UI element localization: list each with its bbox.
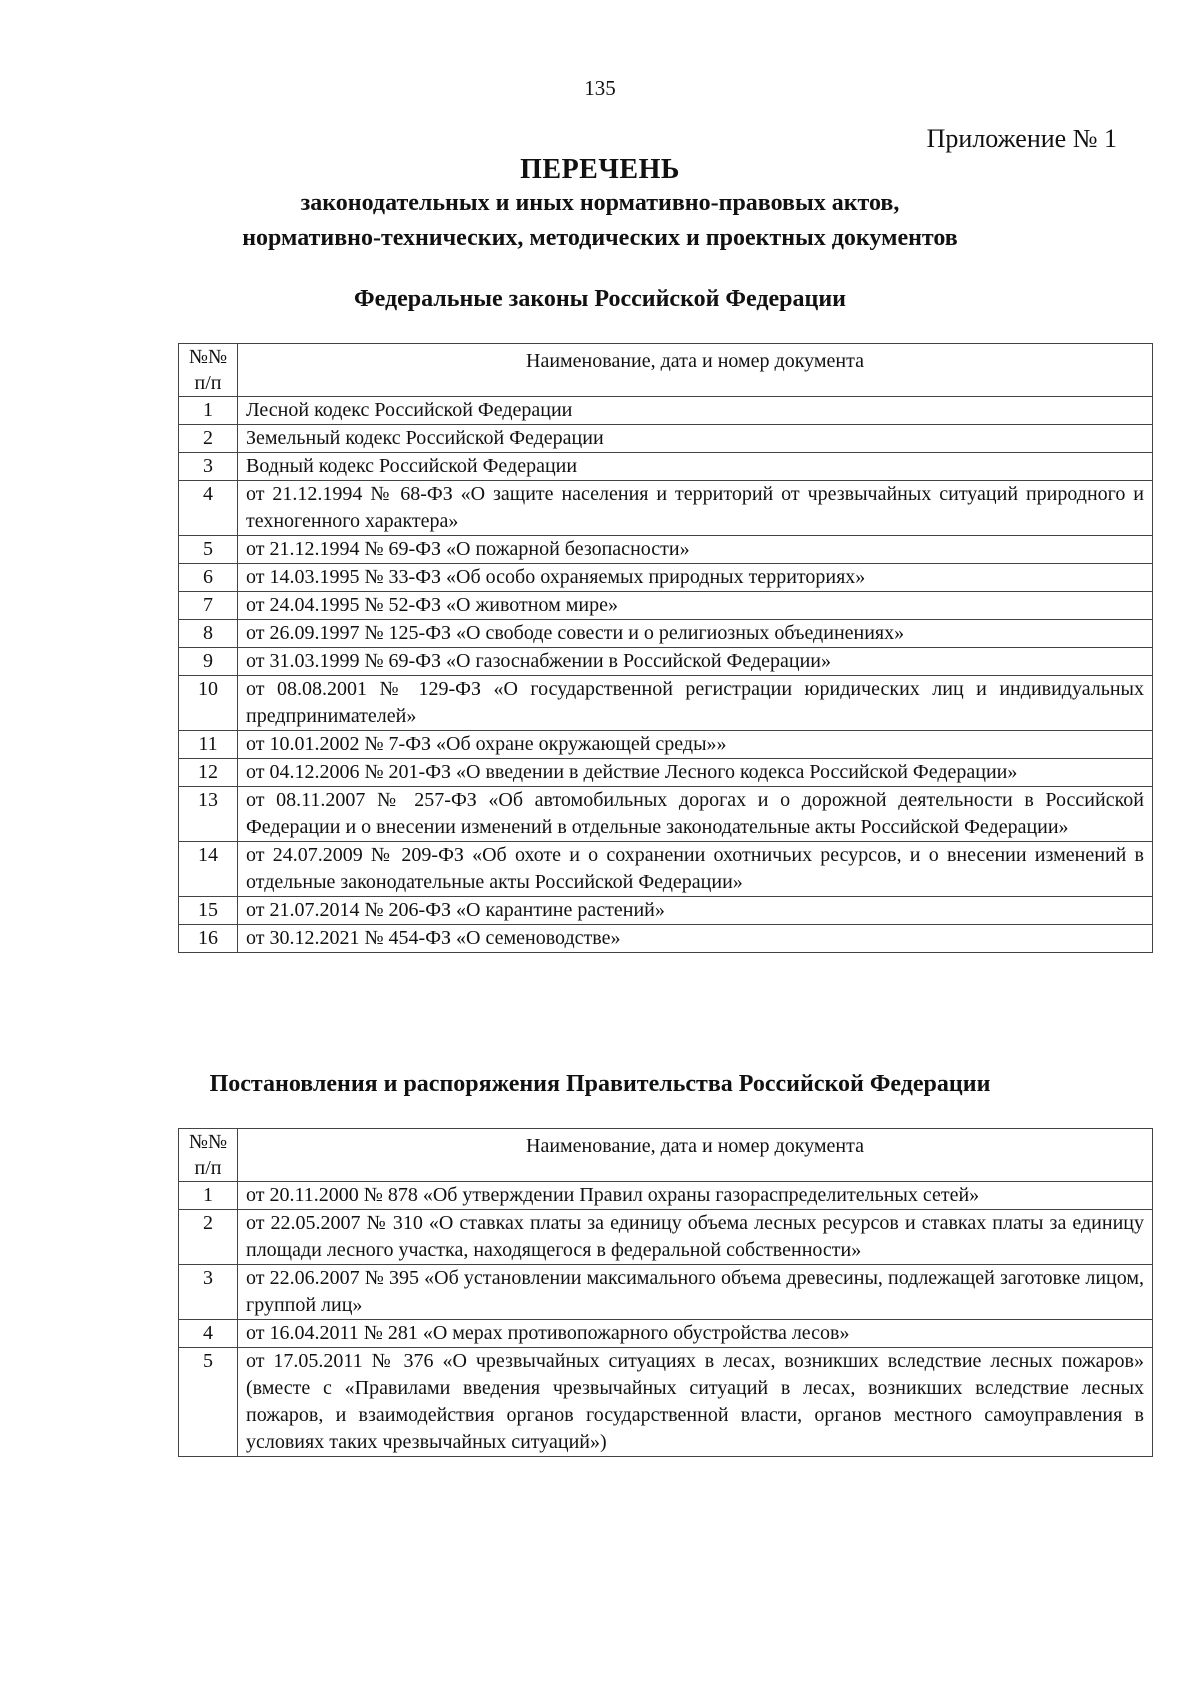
table-row xyxy=(179,759,1153,787)
document-name: от 22.05.2007 № 310 «О ставках платы за единицу объема лесных ресурсов и ставках платы за единицу площади лесного участка, находящегося в федеральной собственности» xyxy=(238,1210,1153,1265)
subtitle-line-1: законодательных и иных нормативно-правовых актов, xyxy=(300,190,900,216)
table-row xyxy=(179,676,1153,731)
row-number: 2 xyxy=(179,1210,238,1265)
row-number: 2 xyxy=(179,425,238,453)
row-number: 5 xyxy=(179,1348,238,1457)
table-row xyxy=(179,842,1153,897)
row-number: 5 xyxy=(179,536,238,564)
document-subtitle xyxy=(0,186,1200,256)
column-header-name: Наименование, дата и номер документа xyxy=(238,1129,1153,1182)
row-number: 15 xyxy=(179,897,238,925)
document-name: от 21.07.2014 № 206-ФЗ «О карантине растений» xyxy=(238,897,1153,925)
row-number: 12 xyxy=(179,759,238,787)
table-row xyxy=(179,397,1153,425)
row-number: 7 xyxy=(179,592,238,620)
row-number: 4 xyxy=(179,1320,238,1348)
document-title: ПЕРЕЧЕНЬ xyxy=(520,154,680,185)
column-header-number: №№ п/п xyxy=(179,1129,238,1182)
document-name: от 21.12.1994 № 69-ФЗ «О пожарной безопасности» xyxy=(238,536,1153,564)
document-name: от 24.04.1995 № 52-ФЗ «О животном мире» xyxy=(238,592,1153,620)
document-name: от 22.06.2007 № 395 «Об установлении максимального объема древесины, подлежащей заготовке лицом, группой лиц» xyxy=(238,1265,1153,1320)
table-header-row xyxy=(179,344,1153,397)
row-number: 11 xyxy=(179,731,238,759)
row-number: 1 xyxy=(179,397,238,425)
document-name: Лесной кодекс Российской Федерации xyxy=(238,397,1153,425)
government-acts-rows xyxy=(179,1182,1153,1457)
table-row xyxy=(179,453,1153,481)
table-row xyxy=(179,1265,1153,1320)
document-name: от 08.08.2001 № 129-ФЗ «О государственной регистрации юридических лиц и индивидуальных предпринимателей» xyxy=(238,676,1153,731)
table-row xyxy=(179,731,1153,759)
document-name: от 21.12.1994 № 68-ФЗ «О защите населения и территорий от чрезвычайных ситуаций природного и техногенного характера» xyxy=(238,481,1153,536)
table-row xyxy=(179,897,1153,925)
document-name: от 30.12.2021 № 454-ФЗ «О семеноводстве» xyxy=(238,925,1153,953)
row-number: 10 xyxy=(179,676,238,731)
government-acts-table xyxy=(178,1128,1153,1457)
document-name: от 10.01.2002 № 7-ФЗ «Об охране окружающей среды»» xyxy=(238,731,1153,759)
table-header-row xyxy=(179,1129,1153,1182)
row-number: 3 xyxy=(179,453,238,481)
table-row xyxy=(179,1348,1153,1457)
table-row xyxy=(179,620,1153,648)
page-number: 135 xyxy=(584,76,616,100)
row-number: 8 xyxy=(179,620,238,648)
row-number: 1 xyxy=(179,1182,238,1210)
table-row xyxy=(179,925,1153,953)
document-name: от 17.05.2011 № 376 «О чрезвычайных ситуациях в лесах, возникших вследствие лесных пожаров» (вместе с «Правилами введения чрезвычайных ситуаций в лесах, возникших вследствие лесных пожаров, и взаимодействия органов государственной власти, органов местного самоуправления в условиях таких чрезвычайных ситуаций») xyxy=(238,1348,1153,1457)
document-name: от 24.07.2009 № 209-ФЗ «Об охоте и о сохранении охотничьих ресурсов, и о внесении изменений в отдельные законодательные акты Российской Федерации» xyxy=(238,842,1153,897)
column-header-number: №№ п/п xyxy=(179,344,238,397)
table-row xyxy=(179,425,1153,453)
table-row xyxy=(179,648,1153,676)
appendix-label: Приложение № 1 xyxy=(926,124,1117,153)
document-name: от 31.03.1999 № 69-ФЗ «О газоснабжении в Российской Федерации» xyxy=(238,648,1153,676)
document-name: Земельный кодекс Российской Федерации xyxy=(238,425,1153,453)
row-number: 16 xyxy=(179,925,238,953)
document-name: от 08.11.2007 № 257-ФЗ «Об автомобильных дорогах и о дорожной деятельности в Российской Федерации и о внесении изменений в отдельные законодательные акты Российской Федерации» xyxy=(238,787,1153,842)
document-name: от 20.11.2000 № 878 «Об утверждении Правил охраны газораспределительных сетей» xyxy=(238,1182,1153,1210)
table-row xyxy=(179,592,1153,620)
table-row xyxy=(179,481,1153,536)
row-number: 6 xyxy=(179,564,238,592)
row-number: 4 xyxy=(179,481,238,536)
row-number: 3 xyxy=(179,1265,238,1320)
subtitle-line-2: нормативно-технических, методических и проектных документов xyxy=(242,225,958,251)
federal-laws-heading: Федеральные законы Российской Федерации xyxy=(354,286,846,312)
document-name: от 04.12.2006 № 201-ФЗ «О введении в действие Лесного кодекса Российской Федерации» xyxy=(238,759,1153,787)
row-number: 14 xyxy=(179,842,238,897)
document-name: от 26.09.1997 № 125-ФЗ «О свободе совести и о религиозных объединениях» xyxy=(238,620,1153,648)
table-row xyxy=(179,1182,1153,1210)
government-acts-heading: Постановления и распоряжения Правительства Российской Федерации xyxy=(209,1071,991,1097)
table-row xyxy=(179,1320,1153,1348)
federal-laws-table xyxy=(178,343,1153,953)
document-name: от 16.04.2011 № 281 «О мерах противопожарного обустройства лесов» xyxy=(238,1320,1153,1348)
column-header-name: Наименование, дата и номер документа xyxy=(238,344,1153,397)
table-row xyxy=(179,787,1153,842)
row-number: 9 xyxy=(179,648,238,676)
document-name: Водный кодекс Российской Федерации xyxy=(238,453,1153,481)
row-number: 13 xyxy=(179,787,238,842)
document-name: от 14.03.1995 № 33-ФЗ «Об особо охраняемых природных территориях» xyxy=(238,564,1153,592)
table-row xyxy=(179,536,1153,564)
table-row xyxy=(179,564,1153,592)
table-row xyxy=(179,1210,1153,1265)
federal-laws-rows xyxy=(179,397,1153,953)
